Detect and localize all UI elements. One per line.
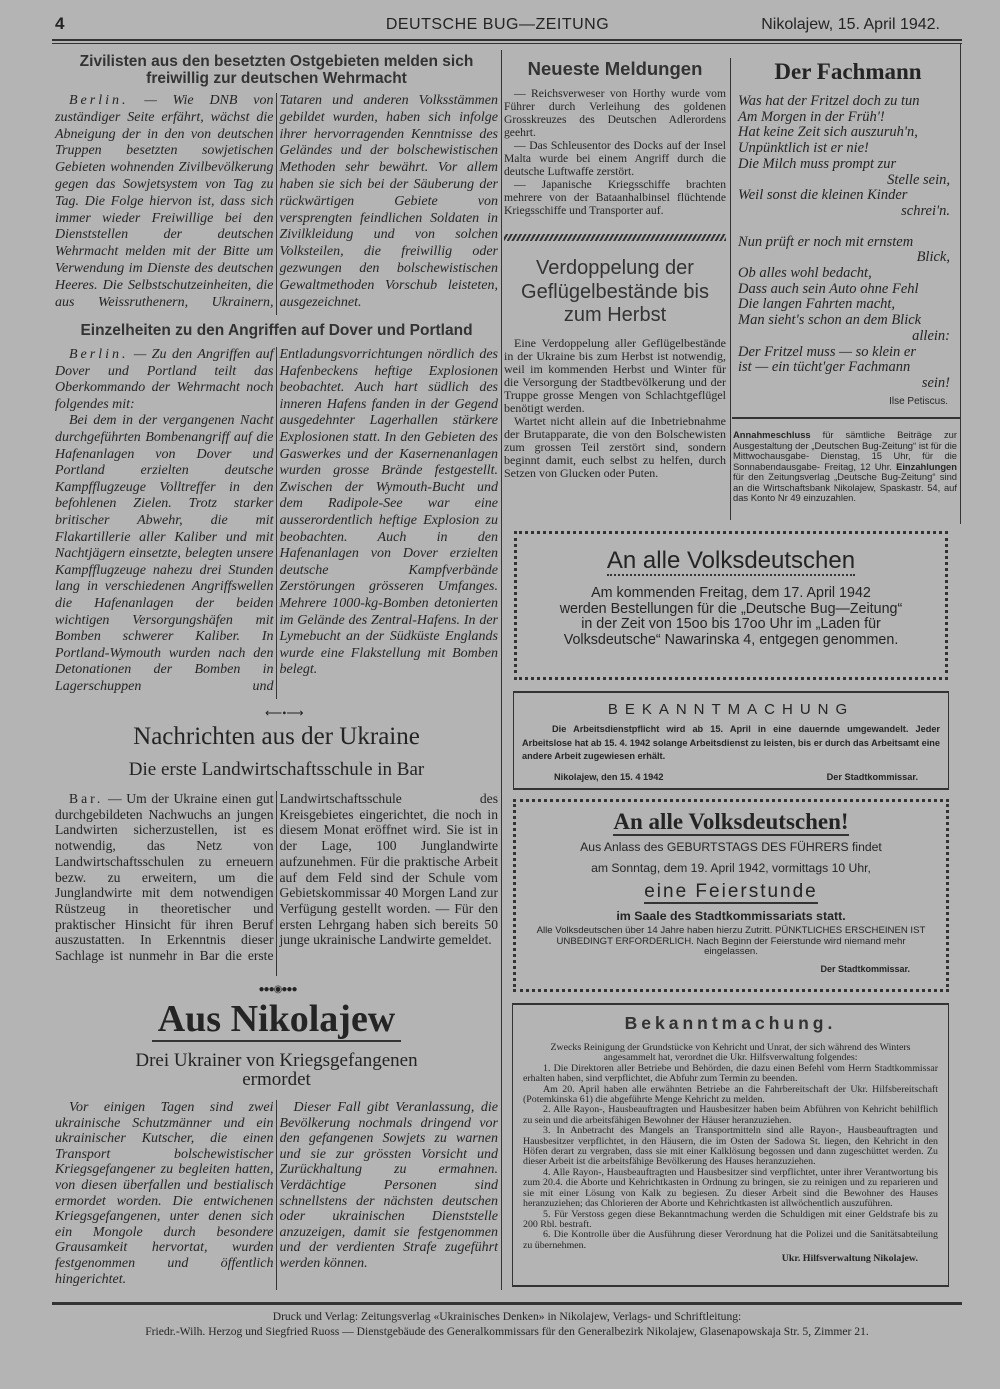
article-text: — Um der Ukraine einen gut durchgebildeten Nachwuchs an jungen Landwirten sicherzustellen, ist es notwendig, das Netz von Landwirtschaftsschulen zu erneuern bezw. zu erweitern, um die Junglandwirte mit dem notwendigen Rüstzeug in theoretischer und praktischer Hinsicht für ihren Beruf auszustatten. In Erkenntnis dieser Sachlage ist nunmehr in Bar die erste Landwirtschaftsschule des Kreisgebietes eingerichtet, die noch in diesem Monat eröffnet wird. Sie ist in der Lage, 100 Junglandwirte aufzunehmen. Für die praktische Arbeit auf dem Feld sind der Schule vom Gebietskommissar 40 Morgen Land zur Verfügung gestellt worden. — Für den ersten Lehrgang haben sich bereits 50 junge ukrainische Landwirte gemeldet. <box>55 791 498 964</box>
notice-item: 6. Die Kontrolle über die Ausführung dieser Verordnung hat die Polizei und die Sanitätsabteilung zu übernehmen. <box>523 1229 938 1251</box>
issue-date: Nikolajew, 15. April 1942. <box>761 16 940 33</box>
notice-item: 1. Die Direktoren aller Betriebe und Behörden, die dazu einen Befehl vom Herrn Stadtkommissar erhalten haben, sind verpflichtet, die Abfuhr zum Termin zu beenden. <box>523 1062 938 1085</box>
notice-item: 3. In Anbetracht des Mangels an Transportmitteln sind alle Rayon-, Hausbeauftragten und Hausbesitzer verpflichtet, in den Häusern, die im Osten der Sadowa St. liegen, den Kehricht in den Höfen derart zu vergraben, dass sie mit einer Kalklösung begossen und dann zugeschüttet werden. Zu dieser Arbeit ist die arbeitsfähige Bevölkerung des Hauses heranzuziehen. <box>523 1125 938 1168</box>
poem-line: Dass auch sein Auto ohne Fehl <box>738 280 919 297</box>
notice-waste-removal <box>512 1003 949 1287</box>
headline: Die erste Landwirtschaftsschule in Bar <box>128 759 425 780</box>
notice-title: BEKANNTMACHUNG <box>607 701 855 718</box>
poem-line: Man sieht's schon an dem Blick <box>738 312 922 329</box>
article-body <box>55 1100 498 1290</box>
notice-item: 5. Für Verstoss gegen diese Bekanntmachung werden die Schuldigen mit einer Geldstrafe bis zu 200 Rbl. bestraft. <box>523 1208 938 1230</box>
ornament-icon: ⟵•⟶ <box>265 706 304 720</box>
masthead <box>55 14 940 40</box>
ad-line: im Saale des Stadtkommissariats statt. <box>616 909 846 923</box>
article-text: Dieser Fall gibt Veranlassung, die Bevölkerung nochmals dringend vor den gefangenen Sowjets zu warnen und sie zur grössten Vorsicht und Zurückhaltung zu ermahnen. Verdächtige Personen sind schnellstens der nächsten deutschen oder ukrainischen Dienststelle anzuzeigen, damit sie festgenommen und der verdienten Strafe zugeführt werden können. <box>279 1100 498 1271</box>
ad-line: am Sonntag, dem 19. April 1942, vormittags 10 Uhr, <box>591 861 871 875</box>
headline: Neueste Meldungen <box>527 58 703 79</box>
poem-line: schrei'n. <box>901 202 950 219</box>
notice-lead: Einzahlungen <box>896 460 957 472</box>
divider <box>732 417 960 419</box>
news-item: — Das Schleusentor des Docks auf der Insel Malta wurde bei einem Angriff durch die deutsche Luftwaffe zerstört. <box>504 139 726 178</box>
headline: Drei Ukrainer von Kriegsgefangenen ermordet <box>135 1050 418 1090</box>
notice-intro: Zwecks Reinigung der Grundstücke von Kehricht und Unrat, der sich während des Winters angesammelt hat, verordnet die Ukr. Hilfsverwaltung folgendes: <box>550 1042 911 1064</box>
notice-signature: Ukr. Hilfsverwaltung Nikolajew. <box>781 1253 918 1265</box>
ad-subscription <box>514 531 948 680</box>
section-title: Nachrichten aus der Ukraine <box>133 723 420 750</box>
article-text: Vor einigen Tagen sind zwei ukrainische Schutzmänner und ein ukrainischer Kutscher, die einen Transport bolschewistischer Kriegsgefangener zu begleiten hatten, von diesen überfallen und bestialisch ermordet worden. Die entwichenen Kriegsgefangenen, unter denen sich ein Mongole durch besondere Grausamkeit hervortat, wurden festgenommen und öffentlich hingerichtet. <box>55 1100 274 1287</box>
dateline: Berlin. <box>69 347 129 362</box>
ad-line: Am kommenden Freitag, dem 17. April 1942 <box>591 585 871 601</box>
poem-line: ist — ein tücht'ger Fachmann <box>738 359 911 376</box>
ad-title: An alle Volksdeutschen <box>606 547 856 574</box>
headline: Verdoppelung der Geflügelbestände bis zum Herbst <box>521 257 709 326</box>
section-title: Aus Nikolajew <box>152 998 402 1042</box>
poem-line: sein! <box>921 374 950 391</box>
imprint-line: Druck und Verlag: Zeitungsverlag «Ukrainisches Denken» in Nikolajew, Verlags- und Schriftleitung: <box>272 1310 742 1323</box>
poem-line: Blick, <box>916 249 950 266</box>
article-text: Bei dem in der vergangenen Nacht durchgeführten Bombenangriff auf die Hafenanlagen von Dover und Portland erzielten deutsche Kampfflugzeuge Volltreffer in den befohlenen Zielen. Trotz starker britischer Abwehr, die mit Flakartillerie aller Kaliber und mit Nachtjägern einsetzte, belegten unsere Kampfflugzeuge nahezu drei Stunden lang in verschiedenen Angriffswellen die Hafenanlagen der beiden wichtigen Versorgungshäfen mit Bomben schwerer Kaliber. In Portland-Wymouth wurden nach den Detonationen der Bomben in Lagerschuppen und Entladungsvorrichtungen nördlich des Hafenbeckens heftige Explosionen beobachtet. Auch hart südlich des inneren Hafens fanden in der Gegend ausgedehnter Lagerhallen stärkere Explosionen statt. In den Gebieten des Gaswerkes und der Kasernenanlagen wurden grosse Brände festgestellt. Zwischen der Wymouth-Bucht und dem Radipole-See war eine ausserordentlich heftige Explosion zu beobachten. Auch in den Hafenanlagen von Dover erzielten deutsche Kampfverbände Zerstörungen grösseren Umfanges. Mehrere 1000-kg-Bomben detonierten im Gelände des Zentral-Hafens. In der Lymebucht an der Südküste Englands wurde eine Flakstellung mit Bomben belegt. <box>55 347 498 694</box>
ad-event: eine Feierstunde <box>644 881 818 902</box>
notice-text: für den Zeitungsverlag „Deutsche Bug-Zeitung“ sind an die Wirtschaftsbank Nikolajew, Spaskastr. 54, auf das Konto Nr 49 einzuzahlen. <box>733 471 957 503</box>
ornament-icon: ●●●◉●●● <box>258 984 297 995</box>
ad-line: Aus Anlass des GEBURTSTAGS DES FÜHRERS findet <box>580 840 882 854</box>
poem-line: Am Morgen in der Früh'! <box>738 108 885 125</box>
submission-notice <box>733 430 957 504</box>
ad-birthday-ceremony <box>513 799 949 992</box>
article-nikolajew <box>55 998 498 1290</box>
poem-line: Ob alles wohl bedacht, <box>738 265 872 282</box>
poem-title: Der Fachmann <box>774 59 922 84</box>
poem-line: Unpünktlich ist er nie! <box>738 140 869 157</box>
article-text: Eine Verdoppelung aller Geflügelbestände in der Ukraine bis zum Herbst ist notwendig, weil im kommenden Herbst und Winter für die Versorgung der Stadtbevölkerung und der Truppe grosse Mengen von Schlachtgeflügel benötigt werden. <box>504 335 726 415</box>
dateline: Bar. <box>69 791 104 806</box>
page-edge-rule <box>960 44 961 524</box>
poem <box>738 58 958 409</box>
article-dover-portland <box>55 322 498 699</box>
article-text: — Wie DNB von zuständiger Seite erfährt, wächst die Abneigung der in den von deutschen Truppen besetzten sowjetischen Gebieten wohnenden Zivilbevölkerung gegen das Sowjetsystem von Tag zu Tag. Die Folge hiervon ist, dass sich immer wieder Freiwillige bei den Dienststellen der deutschen Wehrmacht melden mit der Bitte um Verwendung im Dienste des deutschen Heeres. Die Selbstschutzeinheiten, die aus Weissruthenern, Ukrainern, Tataren und anderen Volksstämmen gebildet wurden, haben sich infolge ihrer hervorragenden Kenntnisse des Geländes und der bolschewistischen Methoden sehr bewährt. Vor allem haben sie sich bei der Säuberung der rückwärtigen Gebiete von versprengten feindlichen Soldaten in Zivilkleidung und von solchen Volksteilen, die freiwillig oder gezwungen den bolschewistischen Gewaltmethoden Vorschub leisteten, ausgezeichnet. <box>55 93 498 310</box>
notice-title: Bekanntmachung. <box>624 1013 837 1033</box>
notice-text: für sämtliche Beiträge zur Ausgestaltung der „Deutschen Bug-Zeitung“ ist für die Mittwochausgabe- Dienstag, 15 Uhr, für die Sonnabendausgabe- Freitag, 12 Uhr. <box>733 429 957 472</box>
poem-line: Weil sonst die kleinen Kinder <box>738 187 908 204</box>
article-volunteers <box>55 53 498 315</box>
poem-author: Ilse Petiscus. <box>889 395 948 407</box>
newspaper-title: DEUTSCHE BUG—ZEITUNG <box>385 16 610 33</box>
imprint <box>52 1309 962 1339</box>
hatched-divider <box>504 234 726 241</box>
column-divider <box>501 50 502 1290</box>
ad-line: in der Zeit von 15oo bis 17oo Uhr im „Laden für <box>581 616 881 633</box>
poem-line: Der Fritzel muss — so klein er <box>738 343 917 360</box>
article-landwirtschaftsschule <box>55 722 498 976</box>
ad-fine-print: Alle Volksdeutschen über 14 Jahre haben hierzu Zutritt. PÜNKTLICHES ERSCHEINEN IST UNBEDINGT ERFORDERLICH. Nach Beginn der Feierstunde wird niemand mehr eingelassen. <box>536 925 926 957</box>
article-body <box>55 347 498 699</box>
poem-line: Die langen Fahrten macht, <box>738 296 896 313</box>
masthead-rule <box>52 39 962 44</box>
notice-item: 4. Alle Rayon-, Hausbeauftragten und Hausbesitzer sind verpflichtet, unter ihrer Verantwortung bis zum 20.4. die Aborte und Kehrichtkasten in Ordnung zu bringen, sie zu reinigen und zu reparieren und sie mit einer Lösung von Kalk zu begiesen. Zu dieser Arbeit sind die Bewohner des Hauses heranzuziehen; das Chlorieren der Aborte und Kehrichtkasten ist allwöchentlich auszuführen. <box>523 1166 938 1210</box>
page-number: 4 <box>55 14 65 33</box>
column-divider <box>730 58 731 520</box>
poem-line: allein: <box>912 327 950 344</box>
ad-line: werden Bestellungen für die „Deutsche Bug—Zeitung“ <box>559 600 903 617</box>
article-text: Wartet nicht allein auf die Inbetriebnahme der Brutapparate, die von den Bolschewisten zum grossen Teil zerstört sind, sondern beginnt damit, euch selbst zu helfen, durch Setzen von Glucken oder Puten. <box>504 414 726 481</box>
ad-signature: Der Stadtkommissar. <box>820 963 910 974</box>
notice-item: 2. Alle Rayon-, Hausbeauftragten und Hausbesitzer haben beim Abführen von Kehricht behilflich zu sein und die arbeitsfähigen Bewohner der Häuser heranzuziehen. <box>523 1104 938 1126</box>
poem-line: Hat keine Zeit sich auszuruh'n, <box>738 124 918 141</box>
ad-title: An alle Volksdeutschen! <box>613 809 849 834</box>
dateline: Berlin. <box>69 93 129 108</box>
notice-signature: Der Stadtkommissar. <box>826 771 918 782</box>
imprint-line: Friedr.-Wilh. Herzog und Siegfried Ruoss — Dienstgebäude des Generalkommissars für den Generalbezirk Nikolajew, Glasenapowskaja Str. 5, Zimmer 21. <box>145 1325 869 1338</box>
news-item: — Reichsverweser von Horthy wurde vom Führer durch Verleihung des goldenen Grosskreuzes des Deutschen Adlerordens geehrt. <box>504 87 726 139</box>
notice-lead: Annahmeschluss <box>733 429 811 440</box>
article-text: — Zu den Angriffen auf Dover und Portland teilt das Oberkommando der Wehrmacht noch folgendes mit: <box>55 347 274 412</box>
notice-text: Die Arbeitsdienstpflicht wird ab 15. April in eine dauernde umgewandelt. Jeder Arbeitslose hat ab 15. 4. 1942 solange Arbeitsdienst zu leisten, bis er durch das Arbeitsamt eine andere Arbeit zugewiesen erhält. <box>522 724 940 761</box>
notice-labor-service <box>513 691 949 790</box>
article-body <box>55 791 498 976</box>
footer-rule <box>52 1302 962 1305</box>
poem-line: Stelle sein, <box>887 171 950 188</box>
ad-line: Volksdeutsche“ Nawarinska 4, entgegen genommen. <box>563 632 899 649</box>
headline: Zivilisten aus den besetzten Ostgebieten melden sich freiwillig zur deutschen Wehrmacht <box>79 53 474 87</box>
poem-line: Die Milch muss prompt zur <box>738 155 897 172</box>
headline: Einzelheiten zu den Angriffen auf Dover und Portland <box>80 322 473 339</box>
news-briefs <box>504 58 726 481</box>
poem-line: Nun prüft er noch mit ernstem <box>738 233 914 250</box>
news-item: — Japanische Kriegsschiffe brachten mehrere von der Bataanhalbinsel flüchtende Kriegsschiffe und Transporter auf. <box>504 178 726 217</box>
article-body <box>55 93 498 315</box>
notice-place-date: Nikolajew, den 15. 4 1942 <box>554 771 664 782</box>
notice-item: Am 20. April haben alle erwähnten Betriebe an die Fahrbereitschaft der Ukr. Hilfsbereitschaft (Potemkinska 61) die abgeführte Menge Kehricht zu melden. <box>523 1083 938 1106</box>
poem-line: Was hat der Fritzel doch zu tun <box>738 93 920 109</box>
